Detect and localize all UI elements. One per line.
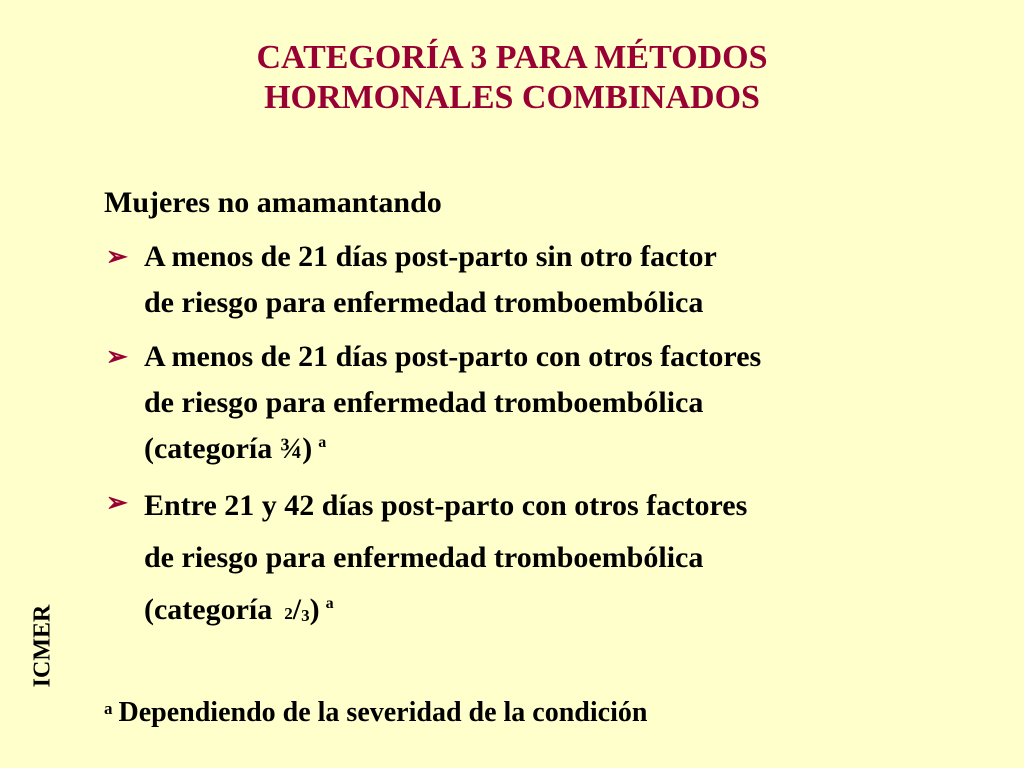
side-label-text: ICMER [29, 604, 56, 688]
bullet-item-1 [104, 234, 1004, 326]
bullet-2-category: (categoría ¾) [144, 432, 313, 465]
bullet-1-line-2: de riesgo para enfermedad tromboembólica [144, 286, 704, 319]
bullet-2-line-2: de riesgo para enfermedad tromboembólica [144, 386, 704, 419]
side-label [20, 598, 66, 694]
fraction-denominator: 3 [301, 606, 310, 625]
footnote [104, 693, 647, 733]
fraction-numerator: 2 [284, 604, 293, 623]
slide-content [104, 180, 1004, 636]
footnote-marker: a [318, 434, 327, 451]
bullet-3-category-prefix: (categoría [144, 593, 273, 626]
arrow-bullet-icon: ➢ [106, 342, 128, 371]
bullet-3-line-3 [144, 584, 1004, 636]
slide-title [0, 38, 1024, 118]
bullet-3-line-1: Entre 21 y 42 días post-parto con otros factores [144, 489, 748, 522]
arrow-bullet-icon: ➢ [106, 488, 128, 517]
subheading: Mujeres no amamantando [104, 186, 442, 219]
bullet-item-3 [104, 480, 1004, 636]
fraction-two-thirds [284, 593, 309, 626]
footnote-mark: a [104, 699, 113, 718]
bullet-item-2 [104, 334, 1004, 472]
bullet-2-line-1: A menos de 21 días post-parto con otros factores [144, 340, 762, 373]
bullet-3-line-2: de riesgo para enfermedad tromboembólica [144, 541, 704, 574]
title-line-1: CATEGORÍA 3 PARA MÉTODOS [256, 39, 768, 76]
bullet-1-line-1: A menos de 21 días post-parto sin otro factor [144, 240, 717, 273]
footnote-marker: a [325, 595, 334, 612]
fraction-slash: / [292, 593, 302, 626]
title-line-2: HORMONALES COMBINADOS [264, 79, 760, 116]
footnote-text: Dependiendo de la severidad de la condición [118, 697, 648, 728]
bullet-3-category-suffix: ) [309, 593, 320, 626]
bullet-2-line-3 [144, 426, 1004, 472]
arrow-bullet-icon: ➢ [106, 242, 128, 271]
